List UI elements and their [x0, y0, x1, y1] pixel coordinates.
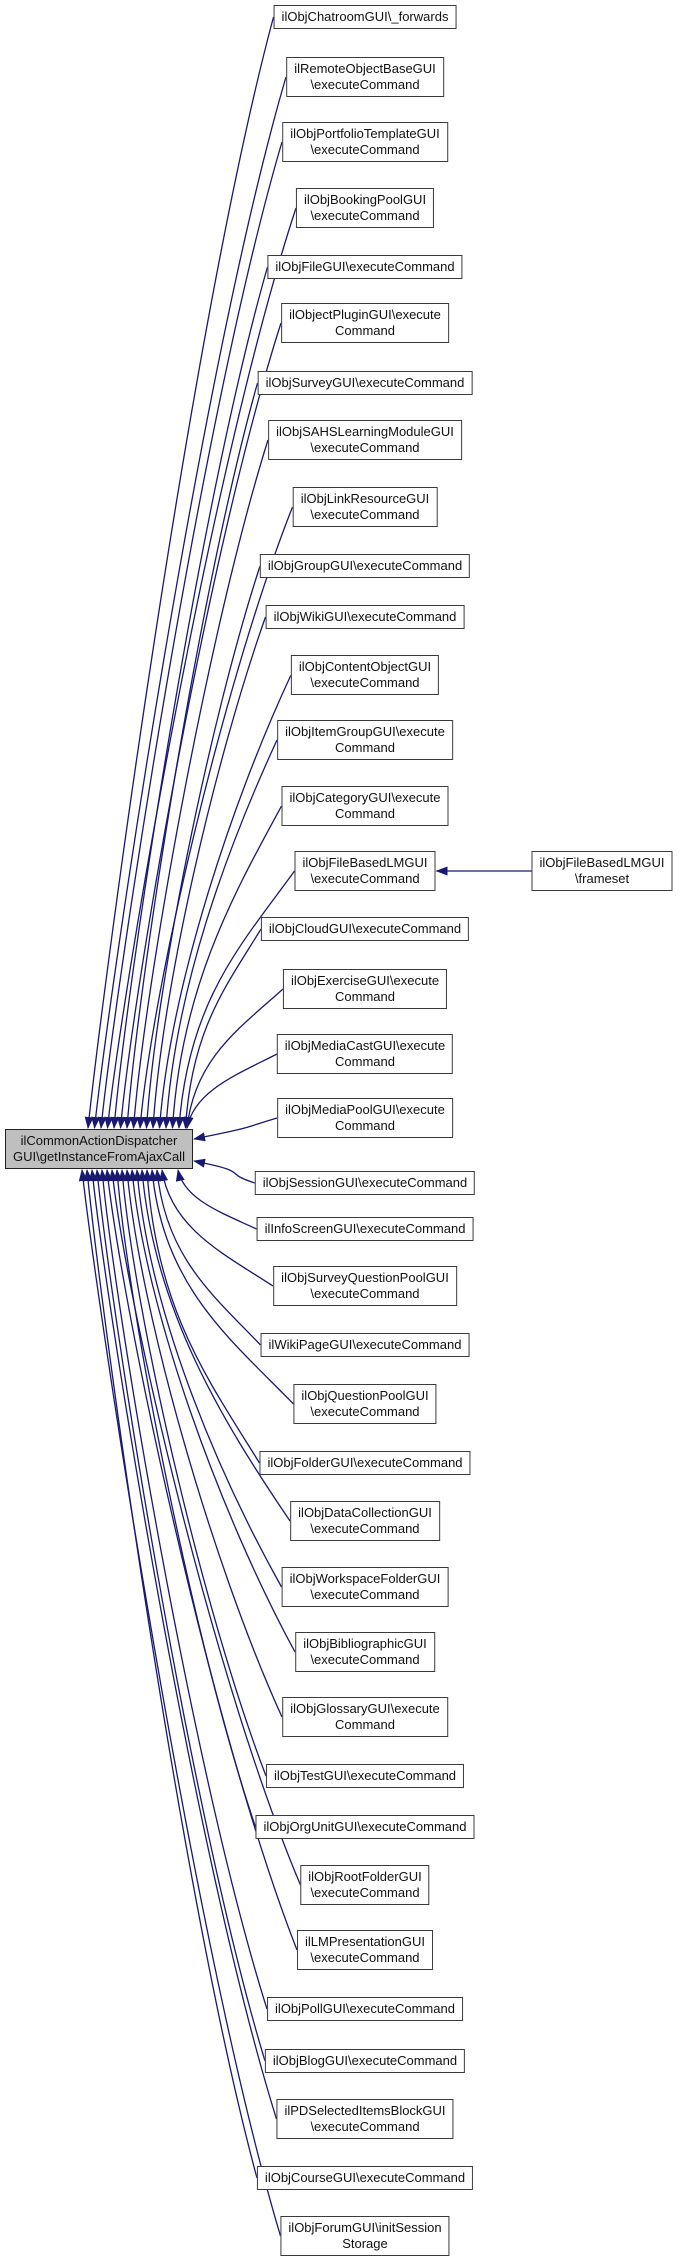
node-label-line: Command	[335, 1717, 395, 1732]
node-label-line: ilObjSAHSLearningModuleGUI	[276, 424, 454, 439]
node-label-line: Storage	[342, 2236, 388, 2251]
caller-node[interactable]	[259, 1451, 470, 1475]
call-edge	[108, 208, 297, 1128]
caller-node[interactable]	[267, 255, 462, 279]
caller-node[interactable]	[300, 1865, 429, 1905]
node-label-line: \executeCommand	[310, 675, 420, 690]
call-edge	[194, 1118, 277, 1139]
node-label-line: \executeCommand	[310, 77, 420, 92]
node-label-line: ilLMPresentationGUI	[305, 1934, 425, 1949]
caller-node[interactable]	[293, 487, 438, 527]
node-label-line: ilObjSurveyQuestionPoolGUI	[281, 1270, 449, 1285]
caller-node[interactable]	[277, 720, 453, 760]
caller-node[interactable]	[255, 1815, 474, 1839]
node-label-line: \executeCommand	[310, 871, 420, 886]
node-label-line: ilObjForumGUI\initSession	[288, 2220, 442, 2235]
node-label-line: \executeCommand	[310, 440, 420, 455]
node-label-line: ilObjWorkspaceFolderGUI	[289, 1571, 441, 1586]
node-label-line: ilObjCourseGUI\executeCommand	[264, 2170, 466, 2185]
node-label-line: Command	[335, 323, 395, 338]
caller-node[interactable]	[295, 1632, 435, 1672]
caller-node[interactable]	[261, 917, 469, 941]
node-label-line: \executeCommand	[310, 142, 420, 157]
node-label-line: Command	[335, 989, 395, 1004]
node-label-line: ilObjOrgUnitGUI\executeCommand	[263, 1819, 467, 1834]
caller-node[interactable]	[258, 371, 473, 395]
node-label-line: ilObjSessionGUI\executeCommand	[262, 1175, 468, 1190]
caller-node[interactable]	[297, 1930, 433, 1970]
caller-node[interactable]	[281, 303, 449, 343]
node-label-line: ilObjExerciseGUI\execute	[290, 973, 440, 988]
call-edge	[157, 1170, 261, 1345]
node-label-line: ilObjGlossaryGUI\execute	[290, 1701, 440, 1716]
node-label-line: ilCommonActionDispatcher	[20, 1133, 178, 1148]
node-label-line: Command	[335, 740, 395, 755]
caller-node[interactable]	[274, 5, 457, 29]
node-label-line: ilObjRootFolderGUI	[308, 1869, 422, 1884]
node-label-line: ilWikiPageGUI\executeCommand	[268, 1337, 462, 1352]
node-label-line: ilObjGroupGUI\executeCommand	[267, 558, 463, 573]
node-label-line: ilObjDataCollectionGUI	[298, 1505, 432, 1520]
node-label-line: ilObjPortfolioTemplateGUI	[290, 126, 440, 141]
node-label-line: ilObjFileGUI\executeCommand	[275, 259, 455, 274]
node-label-line: ilObjLinkResourceGUI	[300, 491, 430, 506]
caller-node[interactable]	[296, 188, 434, 228]
call-edge	[186, 929, 262, 1128]
caller-node[interactable]	[280, 2216, 449, 2256]
node-label-line: ilObjFolderGUI\executeCommand	[267, 1455, 463, 1470]
node-label-line: GUI\getInstanceFromAjaxCall	[13, 1149, 185, 1164]
node-label-line: ilObjMediaCastGUI\execute	[284, 1038, 446, 1053]
caller-node[interactable]	[276, 2099, 453, 2139]
node-label-line: Command	[335, 1118, 395, 1133]
secondary-caller-node[interactable]	[532, 851, 673, 891]
call-edge	[121, 323, 282, 1128]
node-label-line: ilInfoScreenGUI\executeCommand	[264, 1221, 466, 1236]
caller-node[interactable]	[295, 851, 436, 891]
caller-node[interactable]	[290, 1501, 440, 1541]
node-label-line: \executeCommand	[310, 1521, 420, 1536]
main-function-node	[5, 1129, 193, 1169]
node-label-line: ilObjTestGUI\executeCommand	[273, 1768, 457, 1783]
call-edge	[92, 1170, 277, 2119]
caller-node[interactable]	[273, 1266, 457, 1306]
node-label-line: ilObjQuestionPoolGUI	[301, 1388, 429, 1403]
node-label-line: \executeCommand	[310, 1885, 420, 1900]
caller-node[interactable]	[265, 2049, 465, 2073]
caller-node[interactable]	[257, 1217, 474, 1241]
caller-node[interactable]	[282, 122, 448, 162]
node-label-line: ilRemoteObjectBaseGUI	[294, 61, 436, 76]
caller-node[interactable]	[277, 1098, 453, 1138]
node-label-line: Command	[335, 806, 395, 821]
caller-node[interactable]	[282, 1697, 448, 1737]
node-label-line: \executeCommand	[310, 2119, 420, 2134]
node-label-line: \executeCommand	[310, 1652, 420, 1667]
node-label-line: ilObjPollGUI\executeCommand	[275, 2001, 455, 2016]
caller-node[interactable]	[257, 2166, 473, 2190]
caller-node[interactable]	[266, 605, 465, 629]
caller-node[interactable]	[260, 554, 470, 578]
node-label-line: ilObjBookingPoolGUI	[303, 192, 427, 207]
node-label-line: ilObjBibliographicGUI	[303, 1636, 427, 1651]
node-label-line: ilObjCategoryGUI\execute	[289, 790, 441, 805]
node-label-line: ilObjChatroomGUI\_forwards	[281, 9, 449, 24]
node-label-line: \executeCommand	[310, 1404, 420, 1419]
caller-node[interactable]	[277, 1034, 453, 1074]
node-label-line: ilObjSurveyGUI\executeCommand	[265, 375, 465, 390]
caller-node[interactable]	[266, 1764, 464, 1788]
caller-node[interactable]	[268, 420, 462, 460]
node-label-line: ilObjBlogGUI\executeCommand	[272, 2053, 458, 2068]
node-label-line: \executeCommand	[310, 1587, 420, 1602]
call-edge	[194, 1161, 255, 1183]
caller-node[interactable]	[293, 1384, 436, 1424]
call-edge	[122, 1170, 266, 1776]
call-edge	[187, 1054, 277, 1128]
node-label-line: Command	[335, 1054, 395, 1069]
node-label-line: ilObjFileBasedLMGUI	[539, 855, 665, 870]
node-label-line: ilObjMediaPoolGUI\execute	[285, 1102, 445, 1117]
node-label-line: \executeCommand	[310, 1286, 420, 1301]
call-edge	[88, 17, 274, 1128]
node-label-line: ilObjContentObjectGUI	[298, 659, 432, 674]
node-label-line: \executeCommand	[310, 1950, 420, 1965]
caller-node[interactable]	[281, 786, 448, 826]
caller-node[interactable]	[283, 969, 447, 1009]
node-label-line: ilPDSelectedItemsBlockGUI	[284, 2103, 446, 2118]
node-label-line: \executeCommand	[310, 208, 420, 223]
node-label-line: ilObjCloudGUI\executeCommand	[268, 921, 462, 936]
caller-node[interactable]	[286, 57, 444, 97]
caller-node[interactable]	[255, 1171, 475, 1195]
node-label-line: ilObjItemGroupGUI\execute	[285, 724, 445, 739]
caller-node[interactable]	[291, 655, 439, 695]
caller-node[interactable]	[282, 1567, 449, 1607]
node-label-line: \executeCommand	[310, 507, 420, 522]
node-label-line: \frameset	[574, 871, 630, 886]
node-label-line: ilObjWikiGUI\executeCommand	[273, 609, 457, 624]
caller-node[interactable]	[261, 1333, 470, 1357]
node-label-line: ilObjectPluginGUI\execute	[289, 307, 441, 322]
node-label-line: ilObjFileBasedLMGUI	[302, 855, 428, 870]
caller-node[interactable]	[267, 1997, 463, 2021]
